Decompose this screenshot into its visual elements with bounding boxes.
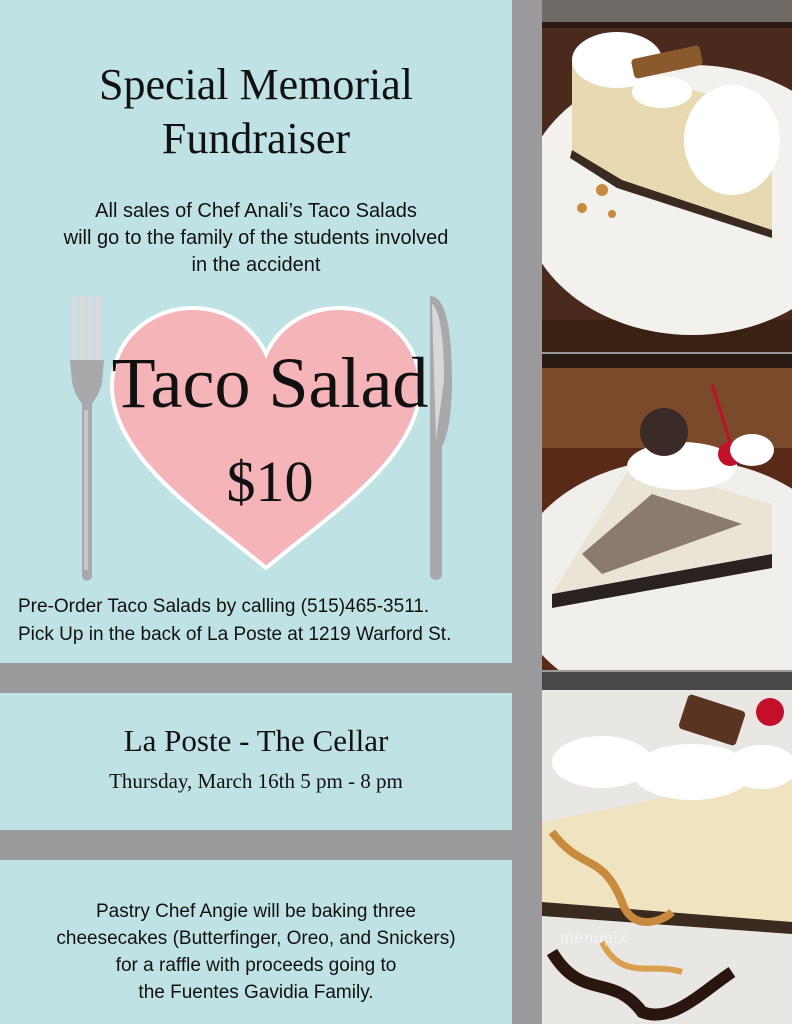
raffle-line-4: the Fuentes Gavidia Family.	[138, 982, 374, 1003]
raffle-panel	[0, 860, 512, 1024]
raffle-line-2: cheesecakes (Butterfinger, Oreo, and Snickers)	[56, 928, 456, 949]
intro-line-3: in the accident	[191, 254, 321, 276]
event-panel	[0, 693, 512, 830]
divider	[0, 830, 512, 860]
preorder-line-2: Pick Up in the back of La Poste at 1219 Warford St.	[18, 624, 452, 645]
watermark: menupix	[560, 930, 628, 947]
raffle-line-3: for a raffle with proceeds going to	[115, 955, 397, 976]
title-line-2: Fundraiser	[161, 114, 351, 163]
item-price: $10	[226, 449, 314, 514]
item-name: Taco Salad	[111, 343, 429, 423]
oreo-cheesecake-photo	[542, 354, 792, 670]
venue-name: La Poste - The Cellar	[123, 723, 389, 758]
flyer-title	[0, 58, 512, 166]
knife-icon	[430, 296, 452, 580]
divider	[0, 663, 512, 693]
intro-line-2: will go to the family of the students involved	[63, 227, 449, 249]
preorder-info	[18, 593, 451, 649]
raffle-line-1: Pastry Chef Angie will be baking three	[95, 901, 416, 922]
title-line-1: Special Memorial	[98, 60, 413, 109]
fork-icon	[70, 296, 104, 581]
fundraiser-panel	[0, 0, 512, 663]
raffle-text	[0, 898, 512, 1006]
butterfinger-cheesecake-photo	[542, 0, 792, 352]
intro-line-1: All sales of Chef Anali’s Taco Salads	[95, 200, 417, 222]
event-datetime: Thursday, March 16th 5 pm - 8 pm	[109, 769, 403, 793]
snickers-cheesecake-photo	[542, 672, 792, 1024]
intro-text	[0, 198, 512, 279]
preorder-line-1: Pre-Order Taco Salads by calling (515)465-3511.	[18, 596, 430, 617]
